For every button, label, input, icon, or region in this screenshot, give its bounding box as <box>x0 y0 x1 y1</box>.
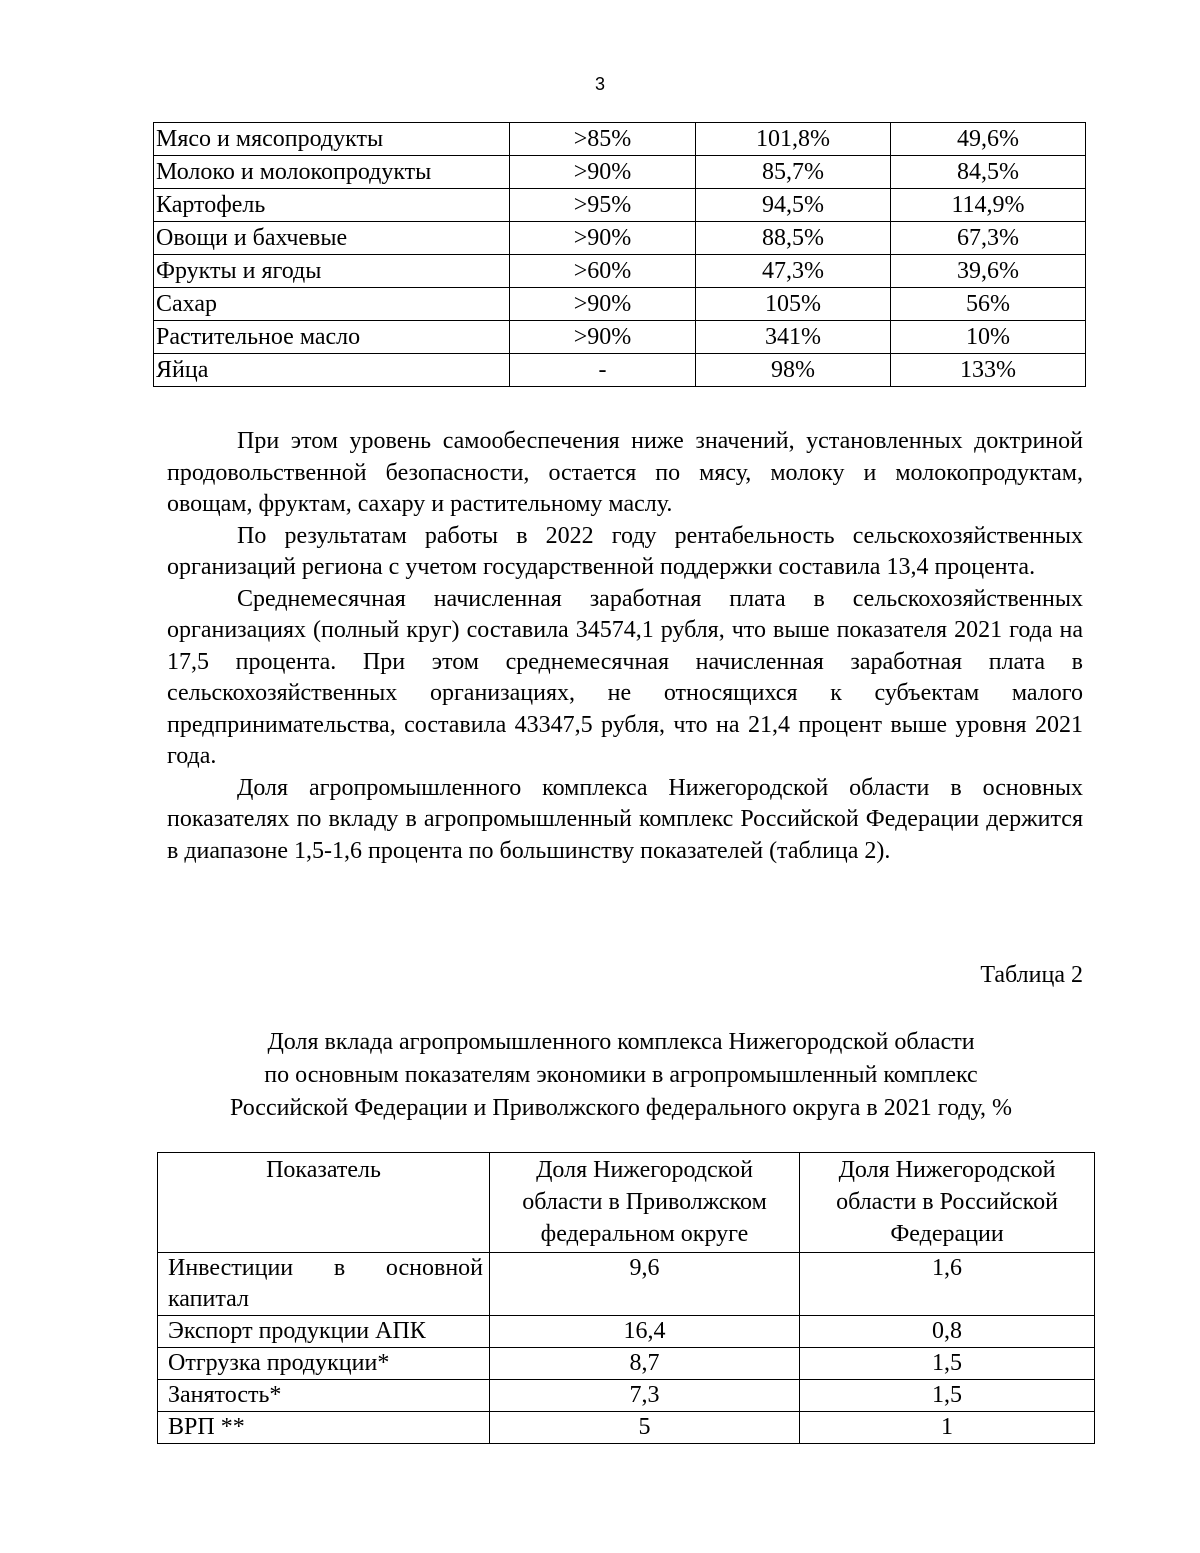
table-cell: 8,7 <box>490 1348 800 1380</box>
table-header-row <box>158 1153 1095 1253</box>
table-cell: Фрукты и ягоды <box>154 255 510 288</box>
self-sufficiency-table <box>153 122 1086 387</box>
table-cell: - <box>510 354 696 387</box>
table-cell: 5 <box>490 1412 800 1444</box>
table-row <box>158 1253 1095 1316</box>
table-cell: 1,6 <box>800 1253 1095 1316</box>
table-cell: ВРП ** <box>158 1412 490 1444</box>
table-cell: >90% <box>510 288 696 321</box>
table-cell: >60% <box>510 255 696 288</box>
table-cell: 9,6 <box>490 1253 800 1316</box>
table-row <box>154 123 1086 156</box>
table-row <box>158 1412 1095 1444</box>
table-row <box>158 1348 1095 1380</box>
table-cell: 7,3 <box>490 1380 800 1412</box>
table-row <box>158 1380 1095 1412</box>
table-cell: 341% <box>696 321 891 354</box>
page-number: 3 <box>594 74 605 94</box>
table-cell: Сахар <box>154 288 510 321</box>
table-row <box>154 156 1086 189</box>
column-header: Показатель <box>158 1153 490 1253</box>
table-row <box>154 222 1086 255</box>
table-cell: Растительное масло <box>154 321 510 354</box>
table-row <box>154 189 1086 222</box>
table-cell: 39,6% <box>891 255 1086 288</box>
table-cell: 88,5% <box>696 222 891 255</box>
table-label: Таблица 2 <box>980 962 1083 988</box>
table-row <box>154 288 1086 321</box>
table-cell: 133% <box>891 354 1086 387</box>
column-header: Доля Нижегородской области в Приволжском федеральном округе <box>490 1153 800 1253</box>
table-cell: Молоко и молокопродукты <box>154 156 510 189</box>
table-cell: >90% <box>510 156 696 189</box>
table-row <box>154 354 1086 387</box>
table-cell: 1,5 <box>800 1348 1095 1380</box>
table-cell: 67,3% <box>891 222 1086 255</box>
table-cell: 105% <box>696 288 891 321</box>
table-cell: Инвестиции в основной капитал <box>158 1253 490 1316</box>
table-cell: 114,9% <box>891 189 1086 222</box>
table-cell: Мясо и мясопродукты <box>154 123 510 156</box>
paragraph: По результатам работы в 2022 году рентабельность сельскохозяйственных организаций региона с учетом государственной поддержки составила 13,4 процента. <box>167 522 1083 580</box>
body-text <box>167 426 1083 867</box>
table-cell: 16,4 <box>490 1316 800 1348</box>
table-cell: 47,3% <box>696 255 891 288</box>
table-row <box>154 321 1086 354</box>
caption-line: Российской Федерации и Приволжского федерального округа в 2021 году, % <box>229 1095 1013 1121</box>
table-cell: Отгрузка продукции* <box>158 1348 490 1380</box>
table-cell: 84,5% <box>891 156 1086 189</box>
table-cell: >85% <box>510 123 696 156</box>
caption-line: по основным показателям экономики в агропромышленный комплекс <box>264 1062 978 1088</box>
agro-share-table <box>157 1152 1095 1444</box>
table-cell: 56% <box>891 288 1086 321</box>
table-cell: Экспорт продукции АПК <box>158 1316 490 1348</box>
table-cell: 101,8% <box>696 123 891 156</box>
caption-line: Доля вклада агропромышленного комплекса Нижегородской области <box>267 1029 975 1055</box>
table-cell: 0,8 <box>800 1316 1095 1348</box>
table-cell: >95% <box>510 189 696 222</box>
table-cell: 1,5 <box>800 1380 1095 1412</box>
table-row <box>154 255 1086 288</box>
table-cell: 98% <box>696 354 891 387</box>
table-cell: 49,6% <box>891 123 1086 156</box>
paragraph: При этом уровень самообеспечения ниже значений, установленных доктриной продовольственной безопасности, остается по мясу, молоку и молокопродуктам, овощам, фруктам, сахару и растительному маслу. <box>167 428 1083 517</box>
table-cell: >90% <box>510 222 696 255</box>
table-row <box>158 1316 1095 1348</box>
paragraph: Доля агропромышленного комплекса Нижегородской области в основных показателях по вкладу в агропромышленный комплекс Российской Федерации держится в диапазоне 1,5-1,6 процента по большинству показателей (таблица 2). <box>167 774 1083 864</box>
table-cell: Яйца <box>154 354 510 387</box>
table-cell: Овощи и бахчевые <box>154 222 510 255</box>
table-caption <box>150 1026 1092 1125</box>
table-cell: 85,7% <box>696 156 891 189</box>
table-cell: 1 <box>800 1412 1095 1444</box>
column-header: Доля Нижегородской области в Российской Федерации <box>800 1153 1095 1253</box>
table-cell: Занятость* <box>158 1380 490 1412</box>
table-cell: 94,5% <box>696 189 891 222</box>
paragraph: Среднемесячная начисленная заработная плата в сельскохозяйственных организациях (полный круг) составила 34574,1 рубля, что выше показателя 2021 года на 17,5 процента. При этом среднемесячная начисленная заработная плата в сельскохозяйственных организациях, не относящихся к субъектам малого предпринимательства, составила 43347,5 рубля, что на 21,4 процент выше уровня 2021 года. <box>167 585 1083 769</box>
table-cell: >90% <box>510 321 696 354</box>
table-cell: Картофель <box>154 189 510 222</box>
table-cell: 10% <box>891 321 1086 354</box>
